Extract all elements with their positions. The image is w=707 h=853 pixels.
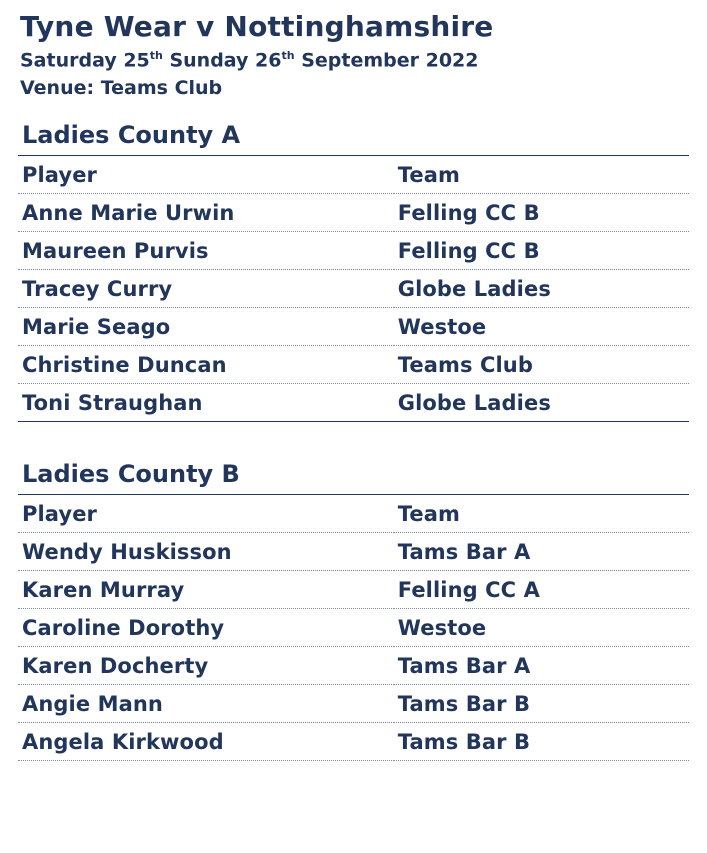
section-heading: Ladies County A (22, 121, 241, 150)
table-row (18, 194, 689, 232)
cell-team: Tams Bar A (394, 647, 689, 685)
cell-player: Wendy Huskisson (18, 533, 394, 571)
date-part-2: Sunday 26 (162, 49, 282, 72)
cell-player: Anne Marie Urwin (18, 194, 394, 232)
table-row (18, 723, 689, 761)
cell-team: Felling CC A (394, 571, 689, 609)
cell-team: Westoe (394, 308, 689, 346)
cell-player: Maureen Purvis (18, 232, 394, 270)
cell-team: Tams Bar A (394, 533, 689, 571)
column-header-team: Team (394, 156, 689, 194)
table-row (18, 270, 689, 308)
column-header-player: Player (18, 156, 394, 194)
column-header-team: Team (394, 495, 689, 533)
table-row (18, 647, 689, 685)
table-row (18, 533, 689, 571)
roster-table (18, 495, 689, 761)
date-part-1: Saturday 25 (20, 49, 150, 72)
table-row (18, 308, 689, 346)
section-ladies-county-a (18, 121, 689, 422)
page-title: Tyne Wear v Nottinghamshire (20, 10, 494, 43)
cell-team: Westoe (394, 609, 689, 647)
table-row (18, 384, 689, 422)
cell-team: Tams Bar B (394, 685, 689, 723)
table-row (18, 346, 689, 384)
date-ordinal-1: th (149, 49, 163, 62)
table-row (18, 685, 689, 723)
date-part-3: September 2022 (294, 49, 479, 72)
venue-line: Venue: Teams Club (20, 77, 223, 100)
cell-team: Felling CC B (394, 194, 689, 232)
event-date-line (20, 49, 689, 71)
cell-player: Tracey Curry (18, 270, 394, 308)
cell-player: Marie Seago (18, 308, 394, 346)
cell-team: Globe Ladies (394, 384, 689, 422)
cell-team: Globe Ladies (394, 270, 689, 308)
table-header-row (18, 156, 689, 194)
table-row (18, 232, 689, 270)
table-row (18, 609, 689, 647)
cell-team: Tams Bar B (394, 723, 689, 761)
date-ordinal-2: th (281, 49, 295, 62)
cell-player: Angie Mann (18, 685, 394, 723)
cell-player: Angela Kirkwood (18, 723, 394, 761)
table-header-row (18, 495, 689, 533)
cell-player: Christine Duncan (18, 346, 394, 384)
table-row (18, 571, 689, 609)
roster-table (18, 156, 689, 422)
column-header-player: Player (18, 495, 394, 533)
cell-team: Felling CC B (394, 232, 689, 270)
cell-player: Toni Straughan (18, 384, 394, 422)
section-ladies-county-b (18, 460, 689, 761)
cell-player: Caroline Dorothy (18, 609, 394, 647)
section-heading: Ladies County B (22, 460, 240, 489)
cell-player: Karen Murray (18, 571, 394, 609)
cell-team: Teams Club (394, 346, 689, 384)
cell-player: Karen Docherty (18, 647, 394, 685)
